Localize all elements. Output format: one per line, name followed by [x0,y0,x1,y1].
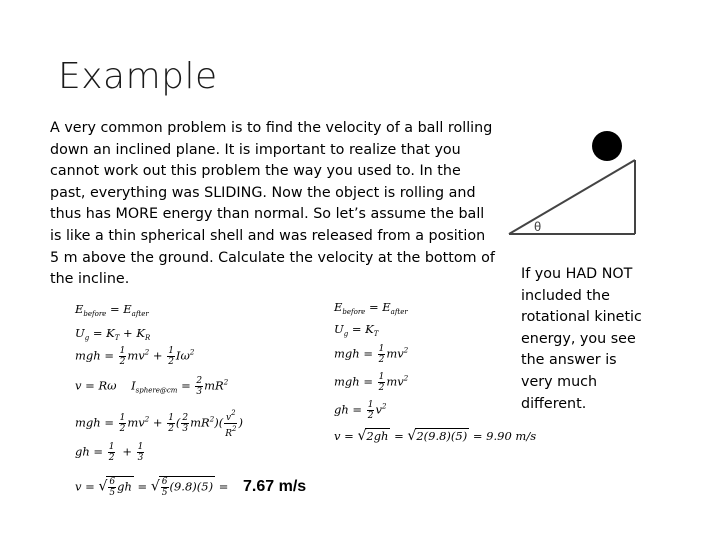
left-eq-substitution: mgh = $\frac{1}{2}$ $mv^2$ + $\frac{1}{2}$ ( $\frac{2}{3}$ $mR^2$)( $\frac{v^2}{R^2}$ ) [75,409,243,439]
right-eq-gh: gh = $\frac{1}{2}$ $v^2$ [334,400,387,421]
ball [592,131,622,161]
left-eq-energy-terms: $U_g = K_T + K_R$ [75,326,151,342]
incline-slope [509,160,635,234]
angle-label: θ [534,219,542,234]
left-eq-energy-conservation: $E_{before} = E_{after}$ [75,302,149,318]
right-eq-mgh-repeat: mgh = $\frac{1}{2}$ $mv^2$ [334,372,409,393]
side-note: If you HAD NOT included the rotational kinetic energy, you see the answer is very much different. [521,266,642,412]
right-eq-velocity-result: v = √2gh = √2(9.8)(5) = 9.90 m/s [334,428,537,444]
final-answer: 7.67 m/s [243,478,307,495]
left-eq-velocity-result: v = √ $\frac{6}{5}$ gh = √ $\frac{6}{5}$ (9.8)(5) = [75,477,229,498]
right-eq-mgh-translational: mgh = $\frac{1}{2}$ $mv^2$ [334,344,409,365]
left-eq-rolling-condition: v = Rω $I_{sphere@cm}$ = $\frac{2}{3}$ $mR^2$ [75,376,229,397]
right-eq-energy-conservation: $E_{before} = E_{after}$ [334,300,408,316]
slide-title: Example [58,56,218,97]
right-eq-energy-terms: $U_g = K_T$ [334,322,379,338]
left-eq-simplified: gh = $\frac{1}{2}$ + $\frac{1}{3}$ [75,442,144,463]
problem-statement: A very common problem is to find the velocity of a ball rolling down an inclined plane. It is important to realize that you cannot work out this problem the way you used to. In the past, everything was SLIDING. Now the object is rolling and thus has MORE energy than normal. So let’s assume the ball is like a thin spherical shell and was released from a position 5 m above the ground. Calculate the velocity at the bottom of the incline. [50,120,495,288]
left-eq-mgh-expanded: mgh = $\frac{1}{2}$ $mv^2$ + $\frac{1}{2}$ $I\omega^2$ [75,346,195,367]
incline-figure [502,122,642,240]
